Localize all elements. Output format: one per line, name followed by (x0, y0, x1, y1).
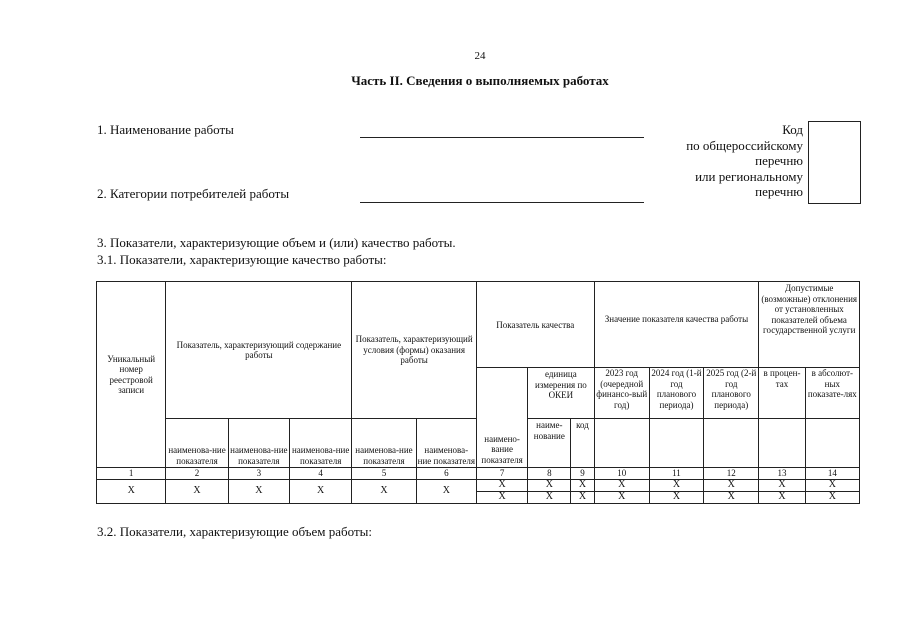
section31-heading: 3.1. Показатели, характеризующие качество работы: (97, 252, 387, 267)
x-cell: Х (571, 480, 594, 492)
header-unit-name: наиме-нование (528, 419, 571, 468)
code-caption-line: по общероссийскому (686, 137, 803, 153)
x-cell: Х (649, 492, 703, 504)
header-content: Показатель, характеризующий содержание работы (166, 282, 352, 419)
x-cell: Х (476, 492, 527, 504)
quality-indicators-table (96, 281, 860, 504)
subheader-name-6: наименова-ние показателя (416, 419, 476, 468)
x-cell: Х (228, 480, 289, 504)
empty-cell (759, 419, 805, 468)
header-year-2023: 2023 год (очередной финансо-вый год) (594, 368, 649, 419)
empty-cell (594, 419, 649, 468)
work-name-label: 1. Наименование работы (97, 122, 234, 137)
subheader-name-3: наименова-ние показателя (228, 419, 289, 468)
code-caption-line: или региональному (695, 168, 803, 184)
subheader-name-4: наименова-ние показателя (289, 419, 351, 468)
code-caption-line: перечню (755, 153, 803, 168)
column-number: 14 (805, 468, 859, 480)
column-number: 2 (166, 468, 228, 480)
work-name-line (360, 137, 644, 138)
empty-cell (805, 419, 859, 468)
x-cell: Х (476, 480, 527, 492)
x-cell: Х (805, 492, 859, 504)
code-box (808, 121, 861, 204)
code-caption-line: Код (782, 122, 803, 137)
code-caption (686, 122, 803, 200)
page-title: Часть II. Сведения о выполняемых работах (351, 73, 609, 88)
column-number: 7 (476, 468, 527, 480)
column-number: 10 (594, 468, 649, 480)
x-cell: Х (594, 480, 649, 492)
x-cell: Х (289, 480, 351, 504)
x-cell: Х (97, 480, 166, 504)
header-deviation: Допустимые (возможные) отклонения от установленных показателей объема государственной услуги (759, 282, 860, 368)
empty-cell (649, 419, 703, 468)
x-cell: Х (594, 492, 649, 504)
header-absolute: в абсолют-ных показате-лях (805, 368, 859, 419)
consumers-line (360, 202, 644, 203)
x-cell: Х (805, 480, 859, 492)
column-number: 12 (704, 468, 759, 480)
column-number: 4 (289, 468, 351, 480)
column-number: 3 (228, 468, 289, 480)
x-cell: Х (649, 480, 703, 492)
x-cell: Х (528, 480, 571, 492)
x-cell: Х (166, 480, 228, 504)
header-unit-code: код (571, 419, 594, 468)
header-quality: Показатель качества (476, 282, 594, 368)
page-number: 24 (474, 50, 486, 62)
x-cell: Х (352, 480, 416, 504)
column-number: 5 (352, 468, 416, 480)
header-unique-number: Уникальный номер реестровой записи (97, 282, 166, 468)
x-cell: Х (759, 492, 805, 504)
header-indicator-name: наимено-вание показателя (476, 368, 527, 468)
header-value: Значение показателя качества работы (594, 282, 759, 368)
header-year-2025: 2025 год (2-й год планового периода) (704, 368, 759, 419)
column-number: 8 (528, 468, 571, 480)
section3-heading: 3. Показатели, характеризующие объем и (или) качество работы. (97, 235, 456, 250)
column-number: 9 (571, 468, 594, 480)
header-unit: единица измерения по ОКЕИ (528, 368, 594, 419)
subheader-name-5: наименова-ние показателя (352, 419, 416, 468)
x-cell: Х (571, 492, 594, 504)
column-number: 11 (649, 468, 703, 480)
x-cell: Х (759, 480, 805, 492)
subheader-name-2: наименова-ние показателя (166, 419, 228, 468)
header-year-2024: 2024 год (1-й год планового периода) (649, 368, 703, 419)
x-cell: Х (704, 492, 759, 504)
empty-cell (704, 419, 759, 468)
x-cell: Х (528, 492, 571, 504)
column-number: 1 (97, 468, 166, 480)
column-number: 13 (759, 468, 805, 480)
column-number: 6 (416, 468, 476, 480)
x-cell: Х (416, 480, 476, 504)
section32-heading: 3.2. Показатели, характеризующие объем работы: (97, 524, 372, 539)
code-caption-line: перечню (755, 184, 803, 199)
x-cell: Х (704, 480, 759, 492)
header-conditions: Показатель, характеризующий условия (формы) оказания работы (352, 282, 477, 419)
header-percent: в процен-тах (759, 368, 805, 419)
consumers-label: 2. Категории потребителей работы (97, 186, 290, 201)
